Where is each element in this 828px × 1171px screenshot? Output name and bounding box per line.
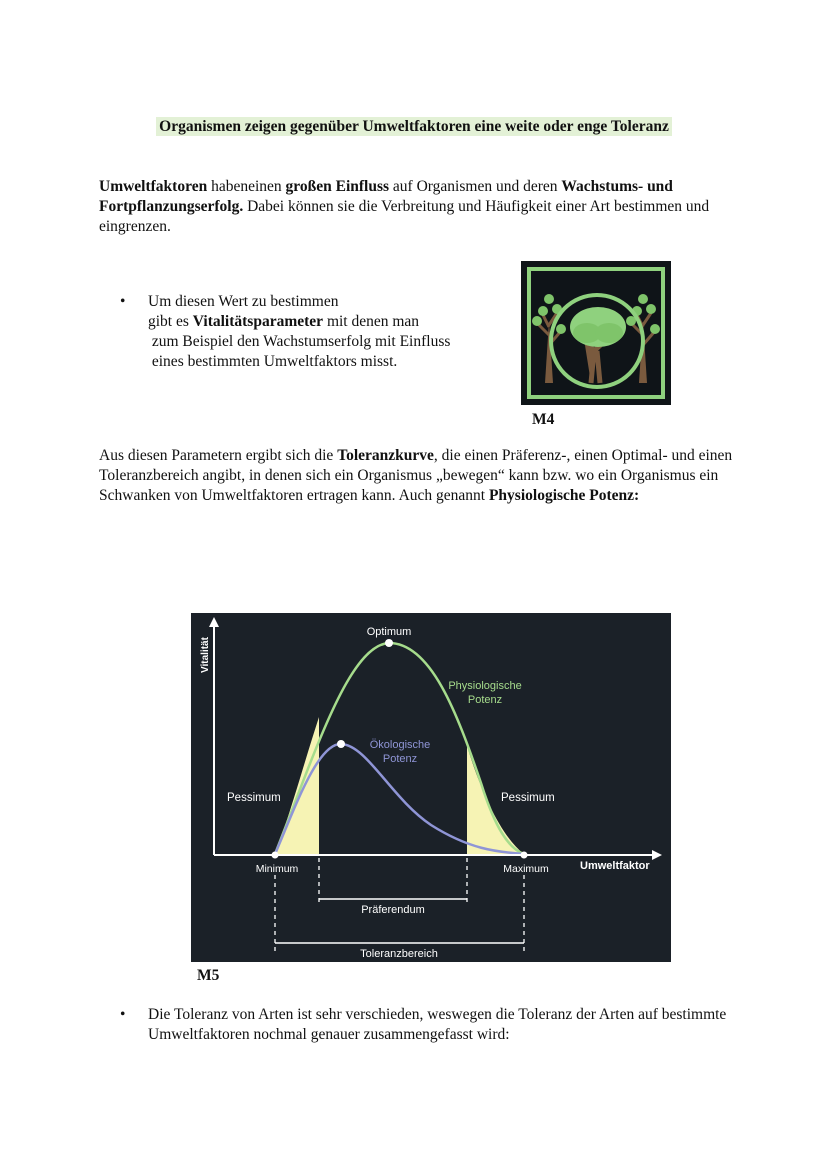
praeferendum-label: Präferendum bbox=[361, 904, 425, 916]
pessimum-right-label: Pessimum bbox=[501, 792, 555, 804]
physiological-label: Physiologische bbox=[448, 680, 522, 692]
intro-paragraph bbox=[99, 177, 739, 237]
optimum-point bbox=[385, 639, 393, 647]
text-fragment: mit denen man bbox=[323, 313, 420, 330]
text-fragment: Dabei können sie die Verbreitung und Häufigkeit einer Art bestimmen und eingrenzen. bbox=[99, 198, 710, 235]
figure-caption-m5: M5 bbox=[197, 967, 220, 984]
text-fragment: habeneinen bbox=[207, 178, 286, 195]
bullet-symbol: • bbox=[120, 293, 126, 310]
y-axis-label: Vitalität bbox=[200, 637, 211, 673]
ecological-label: Ökologische bbox=[369, 739, 431, 751]
center-tree-icon bbox=[570, 307, 626, 383]
minimum-label: Minimum bbox=[255, 863, 299, 875]
bullet-line bbox=[148, 312, 508, 332]
ecological-peak-point bbox=[337, 740, 345, 748]
toleranzbereich-label: Toleranzbereich bbox=[360, 948, 438, 960]
text-fragment: gibt es bbox=[148, 313, 193, 330]
term-grosser-einfluss: großen Einfluss bbox=[285, 178, 390, 195]
physiological-label: Potenz bbox=[467, 694, 503, 706]
tree-illustration bbox=[521, 261, 671, 405]
term-vitalitaetsparameter: Vitalitätsparameter bbox=[192, 313, 324, 330]
title-text: Organismen zeigen gegenüber Umweltfaktoren eine weite oder enge Toleranz bbox=[156, 117, 672, 136]
maximum-point bbox=[521, 852, 528, 859]
pessimum-left-label: Pessimum bbox=[227, 792, 281, 804]
term-wachstumserfolg: Wachstums- und Fortpflanzungserfolg. bbox=[99, 178, 673, 215]
text-fragment: Aus diesen Parametern ergibt sich die bbox=[99, 447, 338, 464]
bullet-line: zum Beispiel den Wachstumserfolg mit Einfluss bbox=[148, 333, 451, 350]
bullet-line: eines bestimmten Umweltfaktors misst. bbox=[148, 353, 398, 370]
maximum-label: Maximum bbox=[503, 863, 549, 875]
bullet-text: Die Toleranz von Arten ist sehr verschieden, weswegen die Toleranz der Arten auf bestimmte Umweltfaktoren nochmal genauer zusammengefasst wird: bbox=[148, 1006, 727, 1043]
term-umweltfaktoren: Umweltfaktoren bbox=[99, 178, 208, 195]
ecological-label: Potenz bbox=[382, 753, 418, 765]
optimum-label: Optimum bbox=[366, 626, 412, 638]
toleranz-paragraph bbox=[99, 446, 739, 506]
bullet-line: Um diesen Wert zu bestimmen bbox=[148, 293, 339, 310]
term-toleranzkurve: Toleranzkurve bbox=[337, 447, 434, 464]
term-physiologische-potenz: Physiologische Potenz: bbox=[488, 487, 640, 504]
x-axis-label: Umweltfaktor bbox=[580, 860, 650, 872]
minimum-point bbox=[272, 852, 279, 859]
toleranzkurve-chart bbox=[191, 613, 671, 962]
text-fragment: , die einen Präferenz-, einen Optimal- und einen Toleranzbereich angibt, in denen sich ein Organismus „bewegen“ kann bzw. wo ein Organismus ein Schwanken von Umweltfaktoren ertragen kann. Auch genannt bbox=[99, 447, 733, 504]
text-fragment: auf Organismen und deren bbox=[389, 178, 562, 195]
page-title bbox=[0, 118, 828, 136]
figure-caption-m4: M4 bbox=[532, 411, 555, 428]
chart-background bbox=[191, 613, 671, 962]
bullet-symbol: • bbox=[120, 1006, 126, 1023]
